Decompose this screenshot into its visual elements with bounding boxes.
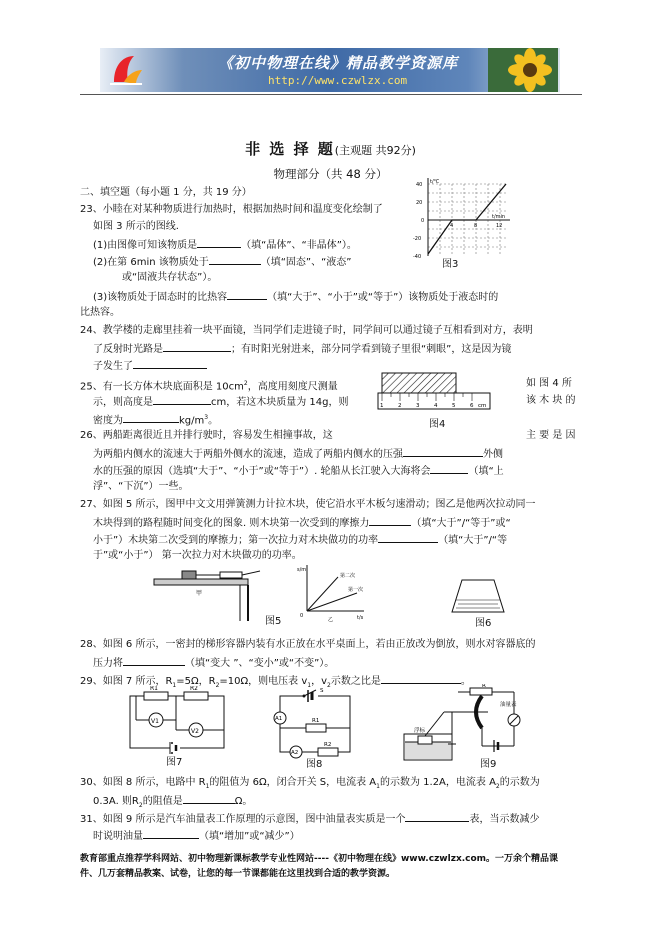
q28-line2: 压力将 （填“变大 ”、“变小”或“不变”）。 xyxy=(93,655,334,670)
q23-line3: (1)由图像可知该物质是 （填“晶体”、“非晶体”）。 xyxy=(93,237,357,252)
q27-line4: 于”或“小于”） 第一次拉力对木块做功的功率。 xyxy=(93,550,302,561)
fig3-xtick: 8 xyxy=(474,223,478,229)
answer-blank[interactable] xyxy=(123,412,179,423)
footer-line-2: 件、几万套精品教案、试卷，让您的每一节课都能在这里找到合适的教学资源。 xyxy=(80,869,396,879)
answer-blank[interactable] xyxy=(163,341,231,352)
answer-blank[interactable] xyxy=(133,358,207,369)
fig8-r1: R1 xyxy=(312,718,320,724)
q27-line2: 木块得到的路程随时间变化的图象. 则木块第一次受到的摩擦力 （填“大于”/“等于”或“ xyxy=(93,515,511,530)
figure-7-circuit xyxy=(126,686,228,758)
fig4-unit: cm xyxy=(478,403,487,409)
fig3-xtick: 4 xyxy=(450,223,454,229)
answer-blank[interactable] xyxy=(183,793,235,804)
q31-line2: 时说明油量 （填“增加”或“减少”） xyxy=(93,828,300,843)
fig9-gauge: 油量表 xyxy=(500,702,517,708)
fig5-origin: 0 xyxy=(300,613,304,619)
fig5-xlabel: t/s xyxy=(357,615,364,621)
header-rule xyxy=(80,94,582,95)
figure-6-container xyxy=(448,578,508,616)
page-footer xyxy=(80,852,600,882)
q25-line2: 示，则高度是 cm，若这木块质量为 14g，则 xyxy=(93,394,349,409)
answer-blank[interactable] xyxy=(378,532,438,543)
fig4-tick: 4 xyxy=(434,403,438,409)
figure-3-caption: 图3 xyxy=(442,259,459,270)
figure-5-diagram xyxy=(152,563,374,625)
q26-line3: 水的压强的原因（选填“大于”、“小于”或“等于”）. 轮船从长江驶入大海将会 （填“上 xyxy=(93,463,504,478)
figure-8-circuit xyxy=(270,686,354,762)
fig4-tick: 6 xyxy=(470,403,474,409)
q31-line1: 31、如图 9 所示是汽车油量表工作原理的示意图，图中油量表实质是一个 表，当示数减少 xyxy=(80,811,539,826)
fig3-xlabel: t/min xyxy=(492,214,506,220)
q25-line3: 密度为 $kg/m^3$。 xyxy=(93,414,219,427)
answer-blank[interactable] xyxy=(403,446,483,457)
figure-4-ruler xyxy=(376,371,494,417)
figure-5-caption: 图5 xyxy=(265,616,282,627)
site-logo-icon xyxy=(106,52,146,88)
sunflower-icon xyxy=(488,48,558,92)
answer-blank[interactable] xyxy=(123,655,185,666)
page-subtitle: 物理部分（共 48 分） xyxy=(273,167,388,181)
q23-line4: (2)在第 6min 该物质处于 （填“固态”、“液态” xyxy=(93,254,351,269)
fig7-r2: R2 xyxy=(190,686,198,692)
fig9-resistor: R xyxy=(482,684,486,689)
fig4-tick: 1 xyxy=(380,403,384,409)
answer-blank[interactable] xyxy=(381,673,461,684)
section-heading: 二、填空题（每小题 1 分，共 19 分） xyxy=(80,187,252,198)
answer-blank[interactable] xyxy=(153,394,211,405)
fig3-ytick: 0 xyxy=(421,218,425,224)
figure-9-caption: 图9 xyxy=(480,759,497,770)
q29-line1: 29、如图 7 所示，$R_1=5\Omega$，$R_2=10\Omega$，则电压表 $v_1$，$v_2$示数之比是 。 xyxy=(80,673,471,692)
fig8-r2: R2 xyxy=(324,742,332,748)
q27-line1: 27、如图 5 所示，图甲中文文用弹簧测力计拉木块，使它沿水平木板匀速滑动；图乙是他两次拉动同一 xyxy=(80,499,536,510)
fig3-ytick: 20 xyxy=(416,200,423,206)
q23-line2: 如图 3 所示的图线. xyxy=(93,221,179,232)
q26-line4: 浮”、“下沉”）一些。 xyxy=(93,481,189,492)
q24-line2: 了反射时光路是 ；有时阳光射进来，部分同学看到镜子里很“刺眼”，这是因为镜 xyxy=(93,341,511,356)
q27-line3: 小于”）木块第二次受到的摩擦力；第一次拉力对木块做功的功率 （填“大于”/“等 xyxy=(93,532,507,547)
fig8-switch: S xyxy=(320,688,324,694)
fig5-label-yi: 乙 xyxy=(328,617,334,623)
q26-line1: 26、两船距离很近且并排行驶时，容易发生相撞事故，这 xyxy=(80,430,333,441)
q28-line1: 28、如图 6 所示，一密封的梯形容器内装有水正放在水平桌面上，若由正放改为倒放，则水对容器底的 xyxy=(80,639,536,650)
q25-line1-right: 如 图 4 所 xyxy=(526,378,572,389)
figure-3-graph xyxy=(410,176,514,268)
figure-9-fuel-gauge xyxy=(398,684,522,764)
fig9-float: 浮标 xyxy=(414,728,426,734)
q30-line1: 30、如图 8 所示，电路中 $R_1$的阻值为 6Ω，闭合开关 S，电流表 $A_1$的示数为 1.2A，电流表 $A_2$的示数为 xyxy=(80,777,540,790)
fig5-label-jia: 甲 xyxy=(196,590,203,597)
fig3-ytick: -40 xyxy=(413,254,422,260)
q30-line2: 0.3A. 则$R_2$的阻值是 Ω。 xyxy=(93,793,252,812)
q24-line1: 24、教学楼的走廊里挂着一块平面镜，当同学们走进镜子时，同学间可以通过镜子互相看到对方，表明 xyxy=(80,325,533,336)
answer-blank[interactable] xyxy=(209,254,261,265)
answer-blank[interactable] xyxy=(405,811,469,822)
q23-line6: (3)该物质处于固态时的比热容 （填“大于”、“小于”或“等于”）该物质处于液态时的 xyxy=(93,289,498,304)
fig4-tick: 3 xyxy=(416,403,420,409)
q23-line5: 或“固液共存状态”）。 xyxy=(122,272,218,283)
fig7-v1: V1 xyxy=(151,718,159,725)
fig7-v2: V2 xyxy=(191,728,199,735)
fig5-ylabel: s/m xyxy=(297,567,307,573)
fig3-ytick: -20 xyxy=(413,236,422,242)
footer-line-1: 教育部重点推荐学科网站、初中物理新课标教学专业性网站----《初中物理在线》www.czwlzx.com。一万余个精品课 xyxy=(80,854,559,864)
answer-blank[interactable] xyxy=(369,515,411,526)
answer-blank[interactable] xyxy=(227,289,267,300)
banner-url[interactable]: http://www.czwlzx.com xyxy=(268,74,408,87)
fig8-a1: A1 xyxy=(275,716,283,722)
answer-blank[interactable] xyxy=(197,237,241,248)
q25-line2-right: 该 木 块 的 xyxy=(526,395,576,406)
fig3-ytick: 40 xyxy=(416,182,423,188)
banner-title: 《初中物理在线》精品教学资源库 xyxy=(218,54,459,72)
q26-line1-right: 主 要 是 因 xyxy=(526,430,576,441)
fig4-tick: 5 xyxy=(452,403,456,409)
fig5-series-1: 第一次 xyxy=(348,587,364,593)
figure-7-caption: 图7 xyxy=(166,757,183,768)
fig7-r1: R1 xyxy=(150,686,158,692)
q25-line1: 25、有一长方体木块底面积是 $10cm^2$，高度用刻度尺测量 xyxy=(80,380,338,393)
answer-blank[interactable] xyxy=(143,828,199,839)
fig5-series-2: 第二次 xyxy=(340,573,356,579)
figure-6-caption: 图6 xyxy=(475,618,492,629)
fig3-ylabel: t/℃ xyxy=(430,179,440,185)
header-banner xyxy=(100,48,560,92)
q23-line7: 比热容。 xyxy=(80,307,120,318)
fig3-xtick: 12 xyxy=(496,223,503,229)
fig8-a2: A2 xyxy=(291,750,299,756)
q23-line1: 23、小睦在对某种物质进行加热时，根据加热时间和温度变化绘制了 xyxy=(80,204,383,215)
q24-line3: 子发生了 xyxy=(93,358,207,373)
q26-line2: 为两船内侧水的流速大于两船外侧水的流速，造成了两船内侧水的压强 外侧 xyxy=(93,446,503,461)
figure-4-caption: 图4 xyxy=(429,419,446,430)
fig4-tick: 2 xyxy=(398,403,402,409)
figure-8-caption: 图8 xyxy=(306,759,323,770)
answer-blank[interactable] xyxy=(430,463,468,474)
page-title: 非 选 择 题(主观题 共92分) xyxy=(245,140,416,158)
